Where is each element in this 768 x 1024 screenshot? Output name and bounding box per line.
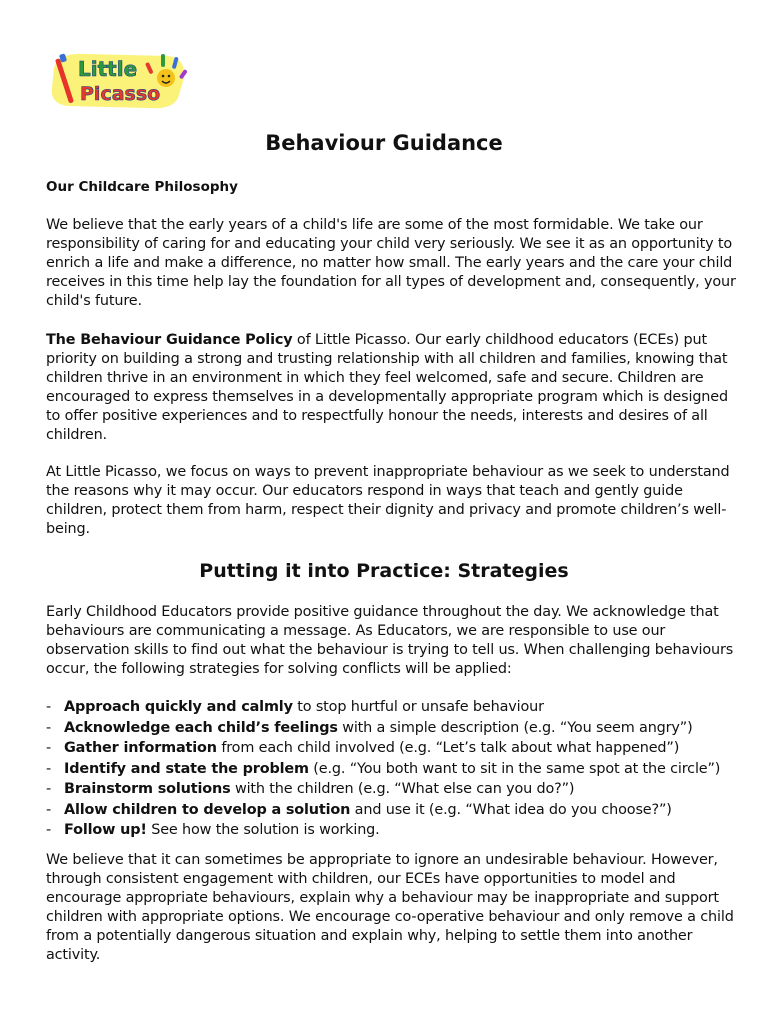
list-item [46,759,746,780]
strategies-title: Putting it into Practice: Strategies [199,560,569,582]
svg-text:Picasso: Picasso [80,83,161,105]
policy-text: of Little Picasso. Our early childhood educators (ECEs) put priority on building a strong and trusting relationship with all children and families, knowing that children thrive in an environment in which they feel welcomed, safe and secure. Children are encouraged to express themselves in a developmentally appropriate program which is designed to offer positive experiences and to respectfully honour the needs, interests and desires of all children. [46,332,728,443]
strategies-list [46,697,746,841]
strategy-text: (e.g. “You both want to sit in the same spot at the circle”) [308,760,721,777]
strategy-text: from each child involved (e.g. “Let’s talk about what happened”) [216,740,680,756]
list-dash: - [46,699,52,715]
list-item [46,738,746,759]
little-picasso-logo [48,48,190,114]
strategy-name: Identify and state the problem [64,760,309,777]
list-item [46,779,746,800]
strategy-text: See how the solution is working. [146,822,380,838]
list-item [46,800,746,821]
strategy-text: with a simple description (e.g. “You seem angry”) [337,719,693,736]
strategy-name: Acknowledge each child’s feelings [64,719,338,736]
strategy-text: and use it (e.g. “What idea do you choose?”) [350,801,672,818]
policy-paragraph [46,331,736,445]
list-dash: - [46,781,52,797]
strategy-name: Brainstorm solutions [64,781,231,797]
strategies-intro-paragraph: Early Childhood Educators provide positive guidance throughout the day. We acknowledge that behaviours are communicating a message. As Educators, we are responsible to use our observation skills to find out what the behaviour is trying to tell us. When challenging behaviours occur, the following strategies for solving conflicts will be applied: [46,604,734,677]
philosophy-heading: Our Childcare Philosophy [46,179,238,195]
strategy-name: Approach quickly and calmly [64,699,293,715]
list-item [46,697,746,718]
list-dash: - [46,760,52,777]
page-title: Behaviour Guidance [265,131,503,155]
list-dash: - [46,801,52,818]
strategy-name: Allow children to develop a solution [64,801,351,818]
closing-paragraph: We believe that it can sometimes be appropriate to ignore an undesirable behaviour. However, through consistent engagement with children, our ECEs have opportunities to model and encourage appropriate behaviours, explain why a behaviour may be inappropriate and support children with appropriate options. We encourage co-operative behaviour and only remove a child from a potentially dangerous situation and explain why, helping to settle them into another activity. [46,852,734,963]
list-dash: - [46,740,52,756]
strategy-name: Gather information [64,740,217,756]
strategy-name: Follow up! [64,822,147,838]
philosophy-paragraph: We believe that the early years of a child's life are some of the most formidable. We take our responsibility of caring for and educating your child very seriously. We see it as an opportunity to enrich a life and make a difference, no matter how small. The early years and the care your child receives in this time help lay the foundation for all types of development and, consequently, your child's future. [46,217,736,309]
prevention-paragraph: At Little Picasso, we focus on ways to prevent inappropriate behaviour as we seek to understand the reasons why it may occur. Our educators respond in ways that teach and gently guide children, protect them from harm, respect their dignity and privacy and promote children’s well-being. [46,464,730,537]
list-dash: - [46,719,52,736]
list-item [46,820,746,841]
strategy-text: with the children (e.g. “What else can you do?”) [230,781,575,797]
list-item [46,718,746,739]
policy-name: The Behaviour Guidance Policy [46,332,293,348]
strategy-text: to stop hurtful or unsafe behaviour [292,699,544,715]
svg-text:Little: Little [78,57,138,81]
list-dash: - [46,822,52,838]
